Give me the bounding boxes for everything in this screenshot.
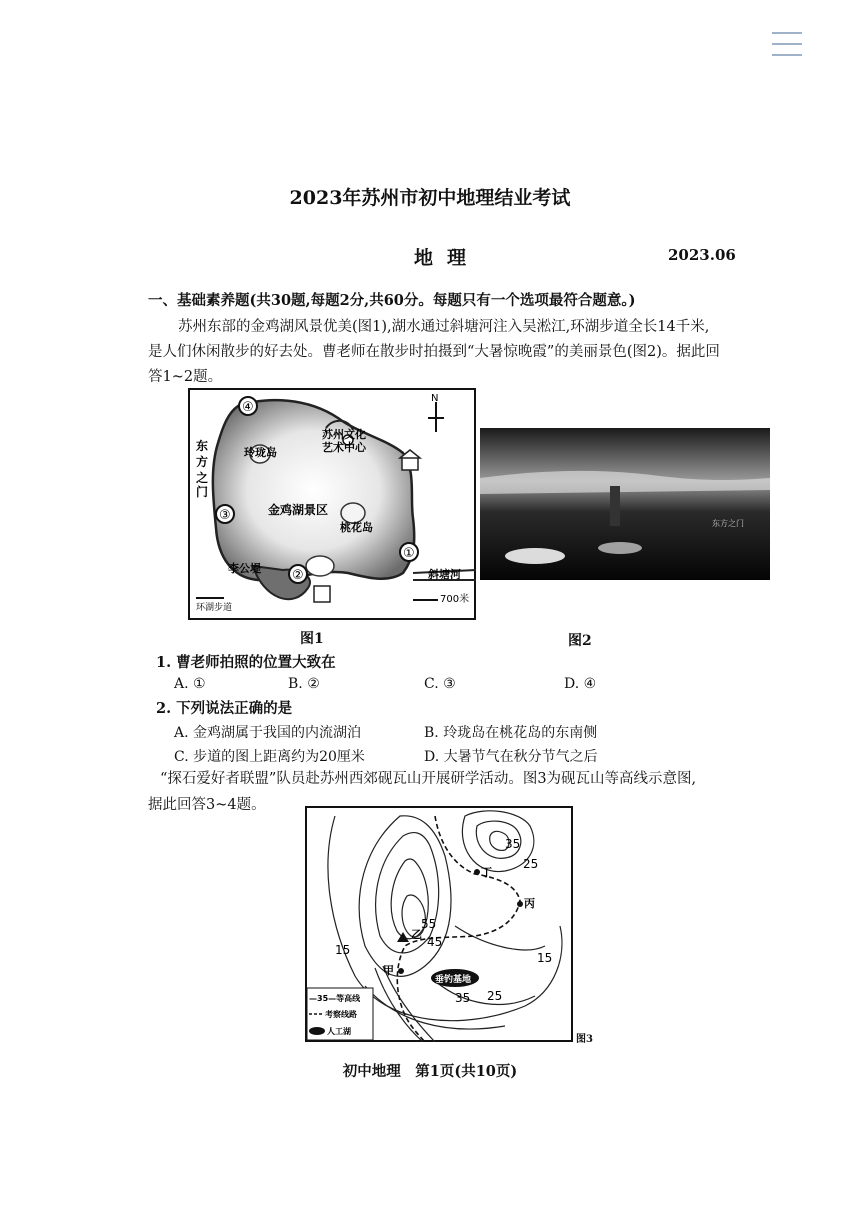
east-gate-label-4: 门	[196, 485, 209, 499]
q1-option-c[interactable]: C. ③	[424, 676, 456, 692]
figure1-map	[188, 388, 476, 620]
figure2-caption: 图2	[568, 633, 592, 649]
culture-center-label-2: 艺术中心	[322, 441, 366, 454]
marker-2: ②	[292, 568, 304, 583]
east-gate-label-1: 东	[196, 439, 209, 453]
q2-option-c[interactable]: C. 步道的图上距离约为20厘米	[174, 749, 365, 765]
section1-heading: 一、基础素养题(共30题,每题2分,共60分。每题只有一个选项最符合题意。)	[148, 292, 636, 309]
fishing-base-label: 垂钓基地	[435, 975, 472, 985]
contour-25-label: 25	[523, 857, 539, 871]
linglong-label: 玲珑岛	[244, 446, 277, 459]
contour-45-label: 45	[427, 935, 443, 949]
point-ding-label: 丁	[481, 866, 492, 879]
lake-label: 金鸡湖景区	[268, 503, 329, 517]
legend-lake-label: 人工湖	[327, 1027, 351, 1036]
marker-3: ③	[219, 508, 231, 523]
figure3-contour-map	[305, 806, 573, 1042]
legend-contour-label: —35—等高线	[309, 994, 361, 1003]
q1-option-b[interactable]: B. ②	[288, 676, 320, 692]
point-bing-label: 丙	[524, 897, 535, 910]
figure1-caption: 图1	[300, 631, 324, 647]
marker-4: ④	[242, 400, 254, 415]
marker-1: ①	[403, 546, 415, 561]
q1-option-a[interactable]: A. ①	[174, 676, 206, 692]
contour-55-label: 55	[421, 917, 437, 931]
legend-trail-label: 环湖步道	[196, 603, 233, 613]
building-icon	[314, 586, 330, 602]
hamburger-menu-icon[interactable]	[772, 30, 802, 58]
exam-date: 2023.06	[668, 246, 736, 264]
east-gate-label-2: 方	[196, 455, 209, 469]
legend-lake-icon	[309, 1027, 325, 1035]
scale-label: 700米	[440, 594, 470, 605]
lishigong-label: 李公堤	[228, 562, 261, 575]
point-jia-label: 甲	[383, 964, 394, 977]
q2-option-d[interactable]: D. 大暑节气在秋分节气之后	[424, 749, 598, 765]
intro-line-1: 苏州东部的金鸡湖风景优美(图1),湖水通过斜塘河注入吴淞江,环湖步道全长14千米,	[178, 319, 710, 335]
contour-35-lower-label: 35	[455, 991, 471, 1005]
figure2-photo	[480, 428, 770, 580]
north-label: N	[431, 393, 439, 404]
contour-35-label: 35	[505, 837, 521, 851]
point-yi-label: 乙	[411, 928, 422, 941]
east-gate-label-3: 之	[196, 471, 209, 485]
exam-subject: 地理	[414, 247, 481, 269]
taohua-label: 桃花岛	[340, 521, 373, 534]
exam-title: 2023年苏州市初中地理结业考试	[289, 187, 571, 209]
contour-15-right-label: 15	[537, 951, 553, 965]
legend-route-label: 考察线路	[325, 1010, 357, 1019]
q2-option-b[interactable]: B. 玲珑岛在桃花岛的东南侧	[424, 725, 598, 741]
river-label: 斜塘河	[428, 568, 461, 581]
intro-line-2: 是人们休闲散步的好去处。曹老师在散步时拍摄到“大暑惊晚霞”的美丽景色(图2)。据此回	[148, 344, 720, 360]
contour-15-left-label: 15	[335, 943, 351, 957]
figure3-caption: 图3	[576, 1034, 593, 1045]
culture-center-label-1: 苏州文化	[322, 428, 366, 441]
taohua-island	[341, 503, 365, 523]
page-footer: 初中地理 第1页(共10页)	[342, 1063, 518, 1080]
q2-stem: 2. 下列说法正确的是	[156, 700, 293, 717]
contour-25-lower-label: 25	[487, 989, 503, 1003]
intro-line-3: 答1~2题。	[148, 369, 223, 385]
photo-watermark: 东方之门	[712, 519, 744, 528]
section2-line-2: 据此回答3~4题。	[148, 797, 266, 813]
q2-option-a[interactable]: A. 金鸡湖属于我国的内流湖泊	[174, 725, 362, 741]
section2-line-1: “探石爱好者联盟”队员赴苏州西郊砚瓦山开展研学活动。图3为砚瓦山等高线示意图,	[160, 771, 697, 787]
q1-stem: 1. 曹老师拍照的位置大致在	[156, 654, 336, 671]
q1-option-d[interactable]: D. ④	[564, 676, 597, 692]
